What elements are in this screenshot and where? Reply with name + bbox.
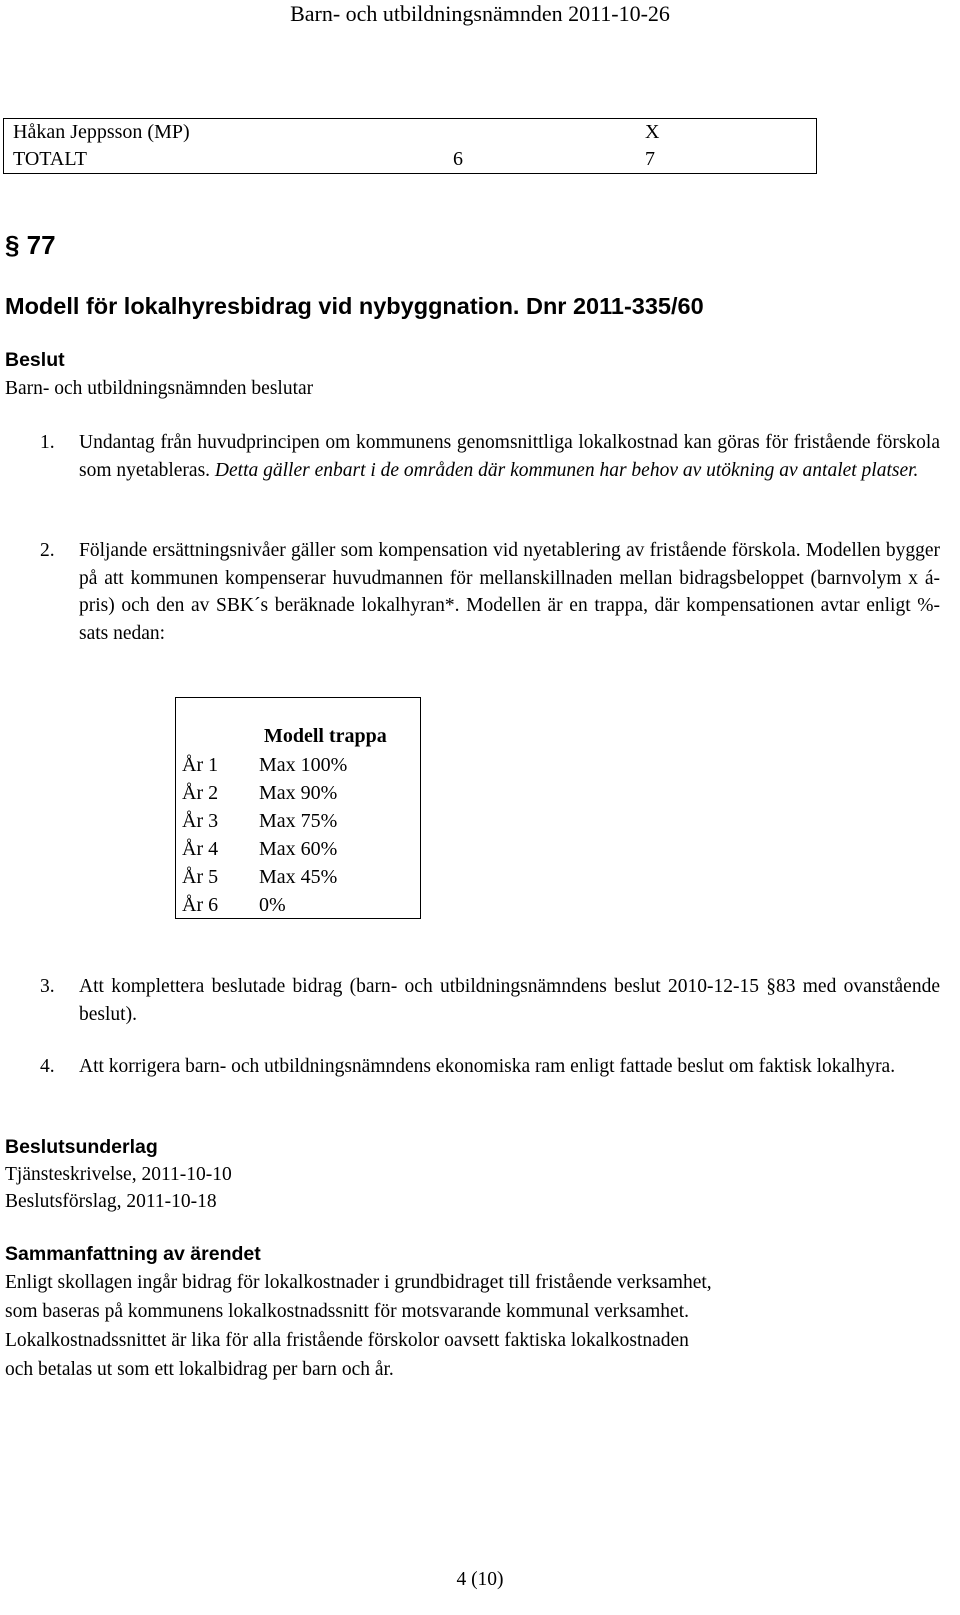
item-text: Att komplettera beslutade bidrag (barn- och utbildningsnämndens beslut 2010-12-15 §83 med ovanstående beslut). [79, 976, 940, 1025]
item-number: 4. [40, 1056, 55, 1077]
page-number: 4 (10) [456, 1569, 504, 1590]
model-row [182, 779, 337, 807]
decision-item-4 [40, 1053, 940, 1081]
table-cell [444, 119, 636, 147]
page-header: Barn- och utbildningsnämnden 2011-10-26 [290, 1, 670, 26]
beslut-heading: Beslut [5, 349, 65, 371]
item-text-plain: Undantag från huvudprincipen om kommunens genomsnittliga lokalkostnad kan göras för fristående förskola som nyetableras. [79, 432, 940, 481]
underlag-item: Tjänsteskrivelse, 2011-10-10 [5, 1164, 232, 1185]
model-value: Max 45% [259, 866, 338, 888]
decision-item-1 [40, 429, 940, 484]
model-row [182, 751, 347, 779]
model-title: Modell trappa [264, 725, 387, 747]
vote-table [3, 118, 817, 174]
table-row [4, 146, 817, 174]
item-text: Följande ersättningsnivåer gäller som kompensation vid nyetablering av fristående förskola. Modellen bygger på att kommunen kompenserar huvudmannen för mellanskillnaden mellan bidragsbeloppet (barnvolym x á-pris) och den av SBK´s beräknade lokalhyran*. Modellen är en trappa, där kompensationen avtar enligt %-sats nedan: [79, 540, 940, 644]
model-row [182, 835, 337, 863]
model-value: Max 100% [259, 754, 348, 776]
item-text: Att korrigera barn- och utbildningsnämndens ekonomiska ram enligt fattade beslut om faktisk lokalhyra. [79, 1056, 896, 1077]
underlag-item: Beslutsförslag, 2011-10-18 [5, 1191, 217, 1212]
section-title: Modell för lokalhyresbidrag vid nybyggnation. Dnr 2011-335/60 [5, 293, 704, 319]
model-row [182, 863, 337, 891]
item-text-italic: Detta gäller enbart i de områden där kommunen har behov av utökning av antalet platser. [214, 459, 919, 481]
beslutsunderlag-heading: Beslutsunderlag [5, 1136, 158, 1158]
summary-line: och betalas ut som ett lokalbidrag per barn och år. [5, 1359, 394, 1380]
table-cell: 6 [444, 146, 636, 174]
table-cell: X [636, 119, 817, 147]
model-year: År 5 [182, 866, 219, 888]
model-year: År 6 [182, 894, 219, 916]
table-cell: Håkan Jeppsson (MP) [4, 119, 445, 147]
model-year: År 4 [182, 838, 219, 860]
summary-line: som baseras på kommunens lokalkostnadssnitt för motsvarande kommunal verksamhet. [5, 1301, 689, 1322]
model-value: Max 60% [259, 838, 338, 860]
decision-item-3 [40, 973, 940, 1028]
model-year: År 1 [182, 754, 219, 776]
item-number: 2. [40, 540, 55, 561]
beslut-intro: Barn- och utbildningsnämnden beslutar [5, 378, 314, 399]
model-value: 0% [259, 894, 286, 916]
item-number: 3. [40, 976, 55, 997]
decision-item-2 [40, 537, 940, 647]
model-value: Max 75% [259, 810, 338, 832]
paragraph-number: § 77 [5, 230, 56, 260]
model-year: År 2 [182, 782, 219, 804]
summary-line: Enligt skollagen ingår bidrag för lokalkostnader i grundbidraget till fristående verksamhet, [5, 1272, 712, 1293]
model-value: Max 90% [259, 782, 338, 804]
table-cell: 7 [636, 146, 817, 174]
table-row [4, 119, 817, 147]
model-year: År 3 [182, 810, 219, 832]
model-row [182, 891, 286, 919]
summary-line: Lokalkostnadssnittet är lika för alla fristående förskolor oavsett faktiska lokalkostnaden [5, 1330, 689, 1351]
model-row [182, 807, 337, 835]
table-cell: TOTALT [4, 146, 445, 174]
summary-heading: Sammanfattning av ärendet [5, 1243, 261, 1265]
item-number: 1. [40, 432, 55, 453]
item-text [79, 429, 940, 484]
